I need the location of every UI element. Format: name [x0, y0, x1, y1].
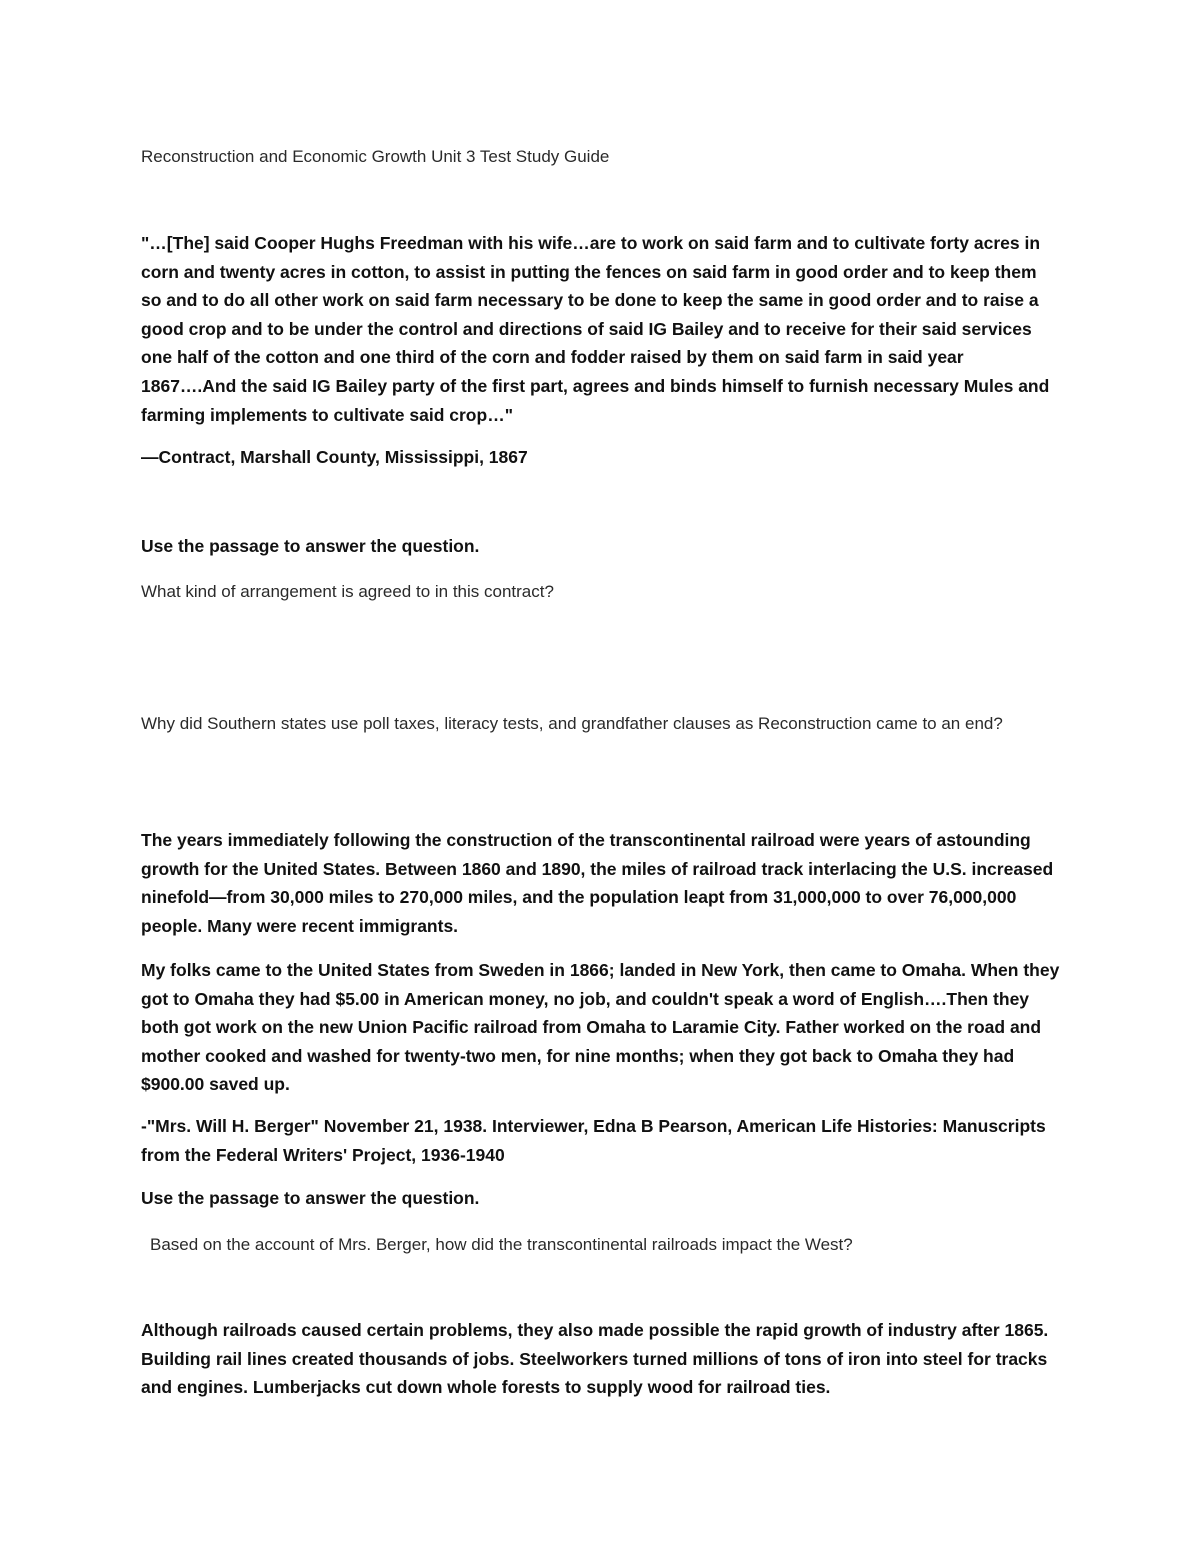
question-3: Based on the account of Mrs. Berger, how did the transcontinental railroads impact the West? — [150, 1235, 853, 1254]
document-title: Reconstruction and Economic Growth Unit 3 Test Study Guide — [141, 147, 610, 166]
question-2: Why did Southern states use poll taxes, literacy tests, and grandfather clauses as Reconstruction came to an end? — [141, 714, 1003, 733]
railroad-growth-paragraph: The years immediately following the construction of the transcontinental railroad were years of astounding growth for the United States. Between 1860 and 1890, the miles of railroad track interlacing the U.S. increased ninefold—from 30,000 miles to 270,000 miles, and the population leapt from 31,000,000 to over 76,000,000 people. Many were recent immigrants. — [141, 830, 1054, 936]
berger-quote: My folks came to the United States from Sweden in 1866; landed in New York, then came to Omaha. When they got to Omaha they had $5.00 in American money, no job, and couldn't speak a word of English….Then they both got work on the new Union Pacific railroad from Omaha to Laramie City. Father worked on the road and mother cooked and washed for twenty-two men, for nine months; when they got back to Omaha they had $900.00 saved up. — [141, 960, 1060, 1095]
question-1: What kind of arrangement is agreed to in this contract? — [141, 582, 554, 601]
contract-source: —Contract, Marshall County, Mississippi, 1867 — [141, 447, 528, 467]
contract-quote: "…[The] said Cooper Hughs Freedman with his wife…are to work on said farm and to cultivate forty acres in corn and twenty acres in cotton, to assist in putting the fences on said farm in good order and to keep them so and to do all other work on said farm necessary to be done to keep the same in good order and to raise a good crop and to be under the control and directions of said IG Bailey and to receive for their said services one half of the cotton and one third of the corn and fodder raised by them on said farm in said year 1867….And the said IG Bailey party of the first part, agrees and binds himself to furnish necessary Mules and farming implements to cultivate said crop…" — [141, 233, 1050, 425]
question-prompt-1: Use the passage to answer the question. — [141, 536, 480, 556]
berger-source: -"Mrs. Will H. Berger" November 21, 1938. Interviewer, Edna B Pearson, American Life Histories: Manuscripts from the Federal Writers' Project, 1936-1940 — [141, 1116, 1046, 1165]
industry-growth-paragraph: Although railroads caused certain problems, they also made possible the rapid growth of industry after 1865. Building rail lines created thousands of jobs. Steelworkers turned millions of tons of iron into steel for tracks and engines. Lumberjacks cut down whole forests to supply wood for railroad ties. — [141, 1320, 1049, 1398]
question-prompt-2: Use the passage to answer the question. — [141, 1188, 480, 1208]
